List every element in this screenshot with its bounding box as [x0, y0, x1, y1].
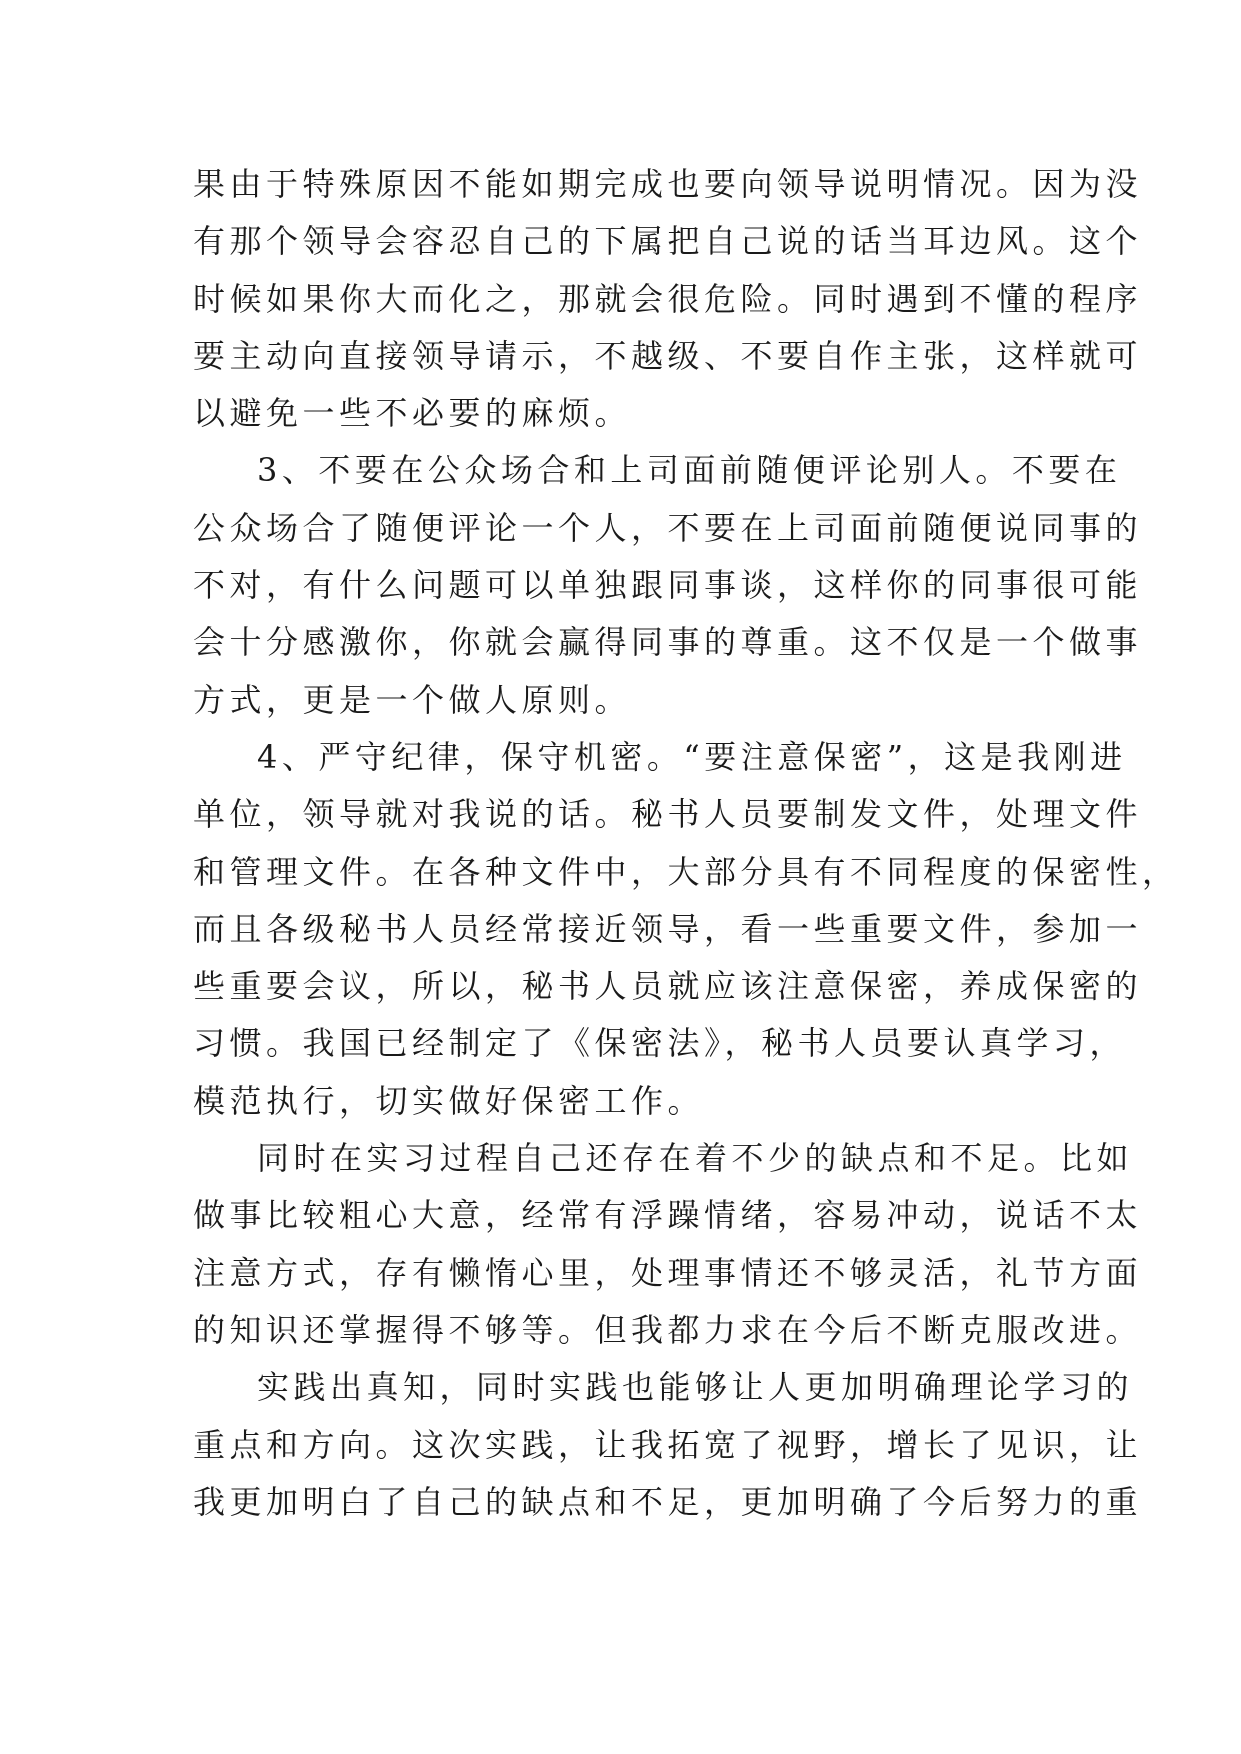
text-line: 做事比较粗心大意，经常有浮躁情绪，容易冲动，说话不太: [193, 1196, 1143, 1235]
text-line: 4、严守纪律，保守机密。“要注意保密”，这是我刚进: [257, 737, 1127, 776]
text-line: 而且各级秘书人员经常接近领导，看一些重要文件，参加一: [193, 909, 1143, 948]
text-line: 习惯。我国已经制定了《保密法》，秘书人员要认真学习，: [193, 1024, 1127, 1063]
text-line: 以避免一些不必要的麻烦。: [193, 394, 632, 433]
text-line: 不对，有什么问题可以单独跟同事谈，这样你的同事很可能: [193, 566, 1143, 605]
text-line: 要主动向直接领导请示，不越级、不要自作主张，这样就可: [193, 336, 1143, 375]
text-line: 和管理文件。在各种文件中，大部分具有不同程度的保密性，: [193, 852, 1179, 891]
text-line: 有那个领导会容忍自己的下属把自己说的话当耳边风。这个: [193, 222, 1143, 261]
text-line: 些重要会议，所以，秘书人员就应该注意保密，养成保密的: [193, 967, 1143, 1006]
text-line: 时候如果你大而化之，那就会很危险。同时遇到不懂的程序: [193, 279, 1143, 318]
text-line: 单位，领导就对我说的话。秘书人员要制发文件，处理文件: [193, 795, 1143, 834]
text-line: 果由于特殊原因不能如期完成也要向领导说明情况。因为没: [193, 165, 1143, 203]
text-line: 公众场合了随便评论一个人，不要在上司面前随便说同事的: [193, 508, 1143, 547]
body-text: [193, 156, 1179, 1531]
text-line: 会十分感激你，你就会赢得同事的尊重。这不仅是一个做事: [193, 623, 1143, 662]
text-line: 方式，更是一个做人原则。: [193, 680, 632, 719]
text-line: 重点和方向。这次实践，让我拓宽了视野，增长了见识，让: [193, 1425, 1143, 1464]
text-line: 注意方式，存有懒惰心里，处理事情还不够灵活，礼节方面: [193, 1253, 1143, 1292]
text-line: 我更加明白了自己的缺点和不足，更加明确了今后努力的重: [193, 1482, 1143, 1521]
text-line: 同时在实习过程自己还存在着不少的缺点和不足。比如: [257, 1139, 1134, 1178]
text-line: 的知识还掌握得不够等。但我都力求在今后不断克服改进。: [193, 1310, 1143, 1349]
text-line: 实践出真知，同时实践也能够让人更加明确理论学习的: [257, 1368, 1134, 1407]
text-line: 3、不要在公众场合和上司面前随便评论别人。不要在: [257, 451, 1122, 490]
text-line: 模范执行，切实做好保密工作。: [193, 1081, 705, 1120]
